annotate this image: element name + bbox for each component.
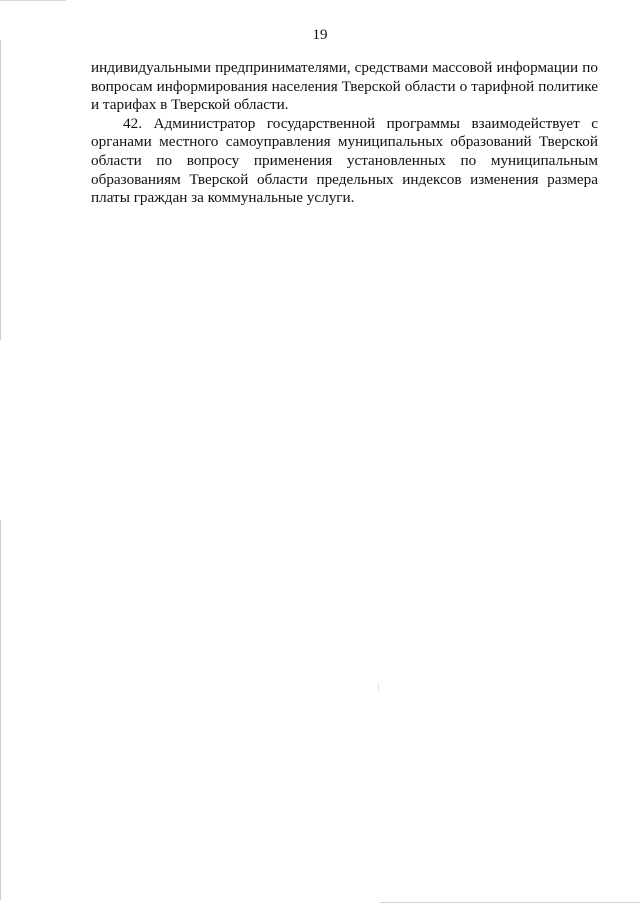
document-body [91,59,598,208]
paragraph-continuation: индивидуальными предпринимателями, средствами массовой информации по вопросам информирования населения Тверской области о тарифной политике и тарифах в Тверской области. [91,59,598,114]
scan-speck [378,683,379,691]
paragraph-42: 42. Администратор государственной программы взаимодействует с органами местного самоуправления муниципальных образований Тверской области по вопросу применения установленных по муниципальным образованиям Тверской области предельных индексов изменения размера платы граждан за коммунальные услуги. [91,114,598,207]
scan-artifact-top [0,0,66,1]
scan-artifact-left-edge [0,40,1,340]
scan-artifact-left-edge-lower [0,520,1,900]
page-number: 19 [312,27,328,43]
scan-artifact-bottom [380,902,640,903]
